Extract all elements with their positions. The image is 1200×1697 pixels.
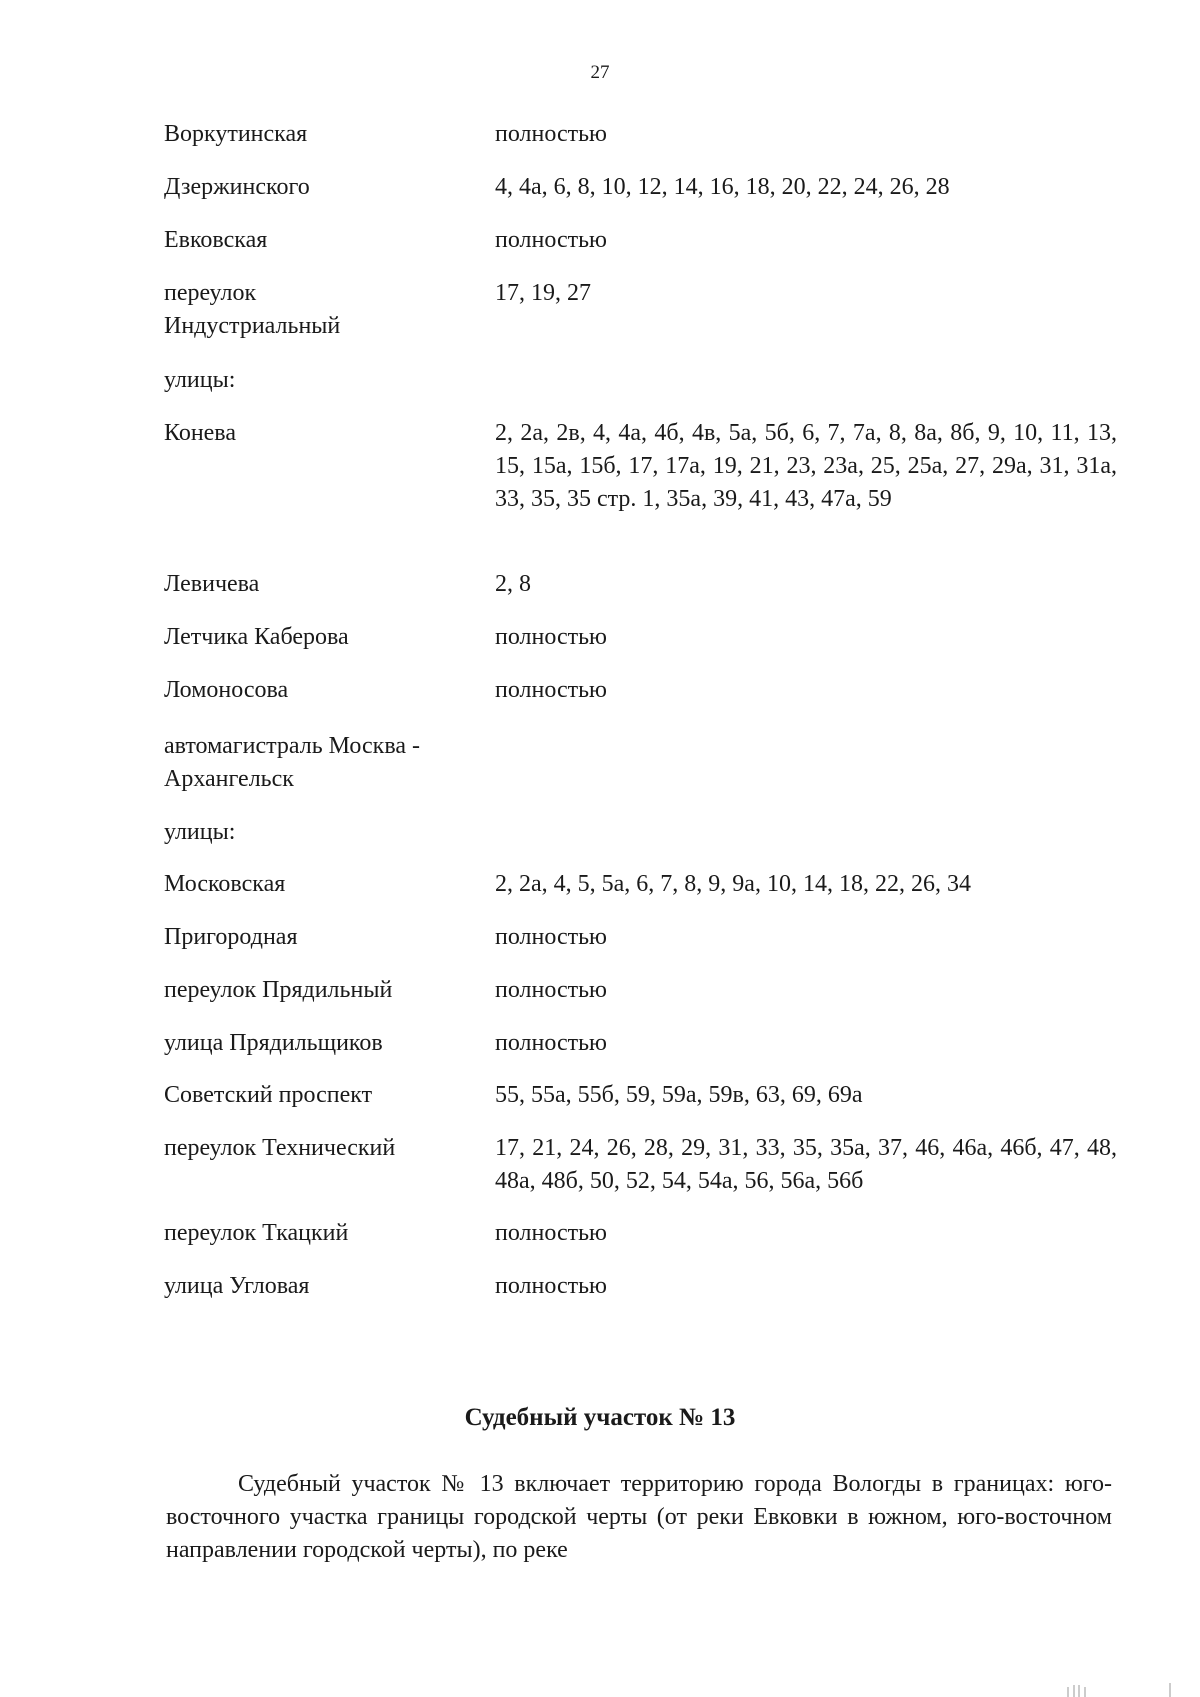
house-numbers: полностью xyxy=(495,977,607,1003)
street-name: переулок Индустриальный xyxy=(164,280,341,339)
page-number: 27 xyxy=(590,62,610,83)
house-numbers: 2, 8 xyxy=(495,571,531,597)
house-numbers: полностью xyxy=(495,924,607,950)
street-name: Левичева xyxy=(164,571,260,597)
house-numbers: 17, 21, 24, 26, 28, 29, 31, 33, 35, 35а, 37, 46, 46а, 46б, 47, 48, 48а, 48б, 50, 52, 54, 54а, 56, 56а, 56б xyxy=(495,1135,1117,1194)
street-name: Дзержинского xyxy=(164,174,310,200)
body-paragraph: Судебный участок № 13 включает территорию города Вологды в границах: юго-восточного участка границы городской черты (от реки Евковки в южном, юго-восточном направлении городской черты), по реке xyxy=(166,1471,1112,1563)
house-numbers: полностью xyxy=(495,624,607,650)
street-name: Пригородная xyxy=(164,924,298,950)
street-name: переулок Ткацкий xyxy=(164,1220,349,1246)
house-numbers: полностью xyxy=(495,677,607,703)
house-numbers: полностью xyxy=(495,1220,607,1246)
house-numbers: 2, 2а, 2в, 4, 4а, 4б, 4в, 5а, 5б, 6, 7, 7а, 8, 8а, 8б, 9, 10, 11, 13, 15, 15а, 15б, 17, 17а, 19, 21, 23, 23а, 25, 25а, 27, 29а, 31, 31а, 33, 35, 35 стр. 1, 35а, 39, 41, 43, 47а, 59 xyxy=(495,420,1117,512)
house-numbers: 2, 2а, 4, 5, 5а, 6, 7, 8, 9, 9а, 10, 14, 18, 22, 26, 34 xyxy=(495,871,971,897)
street-name: улицы: xyxy=(164,367,236,393)
street-name: улица Прядильщиков xyxy=(164,1030,383,1056)
street-name: Летчика Каберова xyxy=(164,624,349,650)
house-numbers: 17, 19, 27 xyxy=(495,280,591,306)
scan-marks-decoration xyxy=(1066,1683,1176,1697)
house-numbers: полностью xyxy=(495,1030,607,1056)
street-name: Ломоносова xyxy=(164,677,289,703)
house-numbers: 4, 4а, 6, 8, 10, 12, 14, 16, 18, 20, 22, 24, 26, 28 xyxy=(495,174,950,200)
street-name: Московская xyxy=(164,871,286,897)
street-name: переулок Прядильный xyxy=(164,977,393,1003)
house-numbers: полностью xyxy=(495,1273,607,1299)
street-name: улица Угловая xyxy=(164,1273,310,1299)
street-name: улицы: xyxy=(164,819,236,845)
street-name: переулок Технический xyxy=(164,1135,396,1161)
house-numbers: полностью xyxy=(495,121,607,147)
street-name: Конева xyxy=(164,420,236,446)
street-name: автомагистраль Москва - Архангельск xyxy=(164,733,420,792)
street-name: Евковская xyxy=(164,227,268,253)
house-numbers: полностью xyxy=(495,227,607,253)
house-numbers: 55, 55а, 55б, 59, 59а, 59в, 63, 69, 69а xyxy=(495,1082,863,1108)
street-name: Советский проспект xyxy=(164,1082,373,1108)
section-heading: Судебный участок № 13 xyxy=(464,1404,736,1431)
street-name: Воркутинская xyxy=(164,121,308,147)
